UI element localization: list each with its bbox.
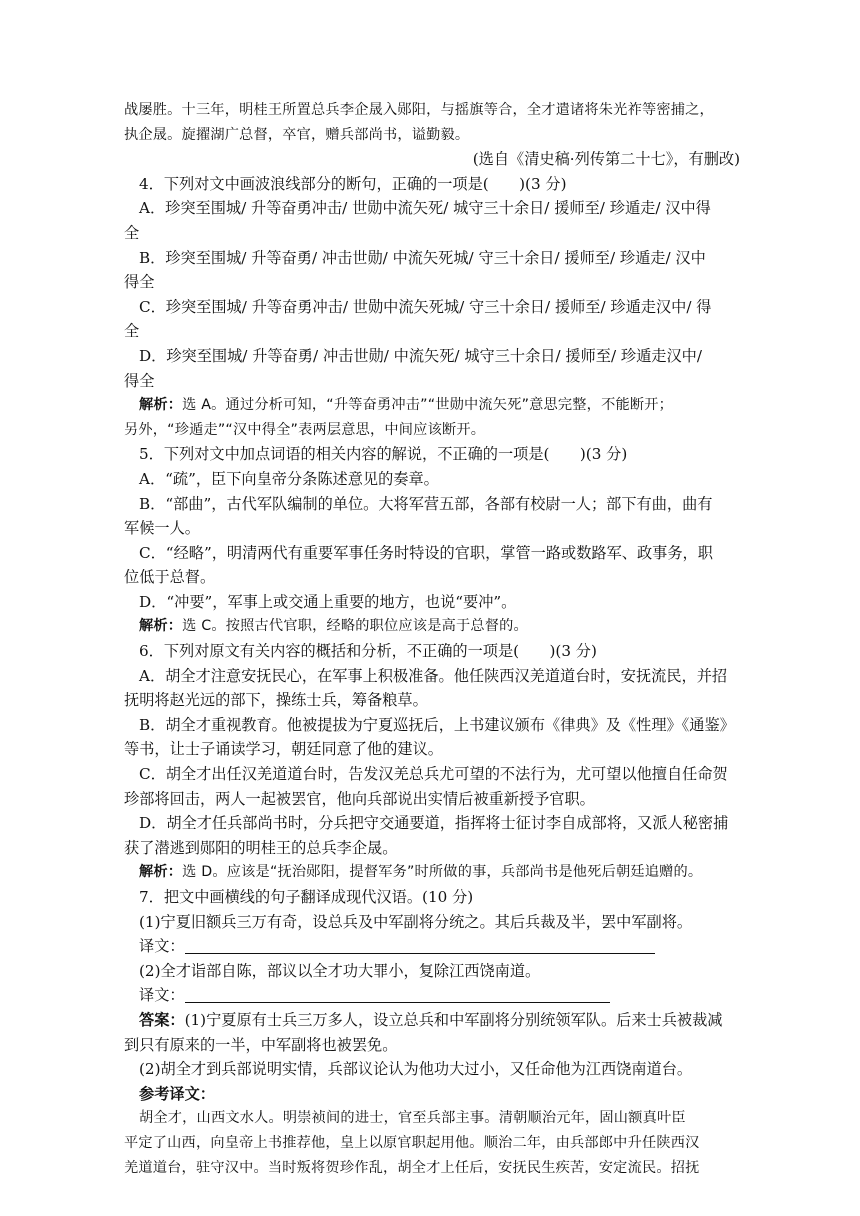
question-6-option-b-cont: 等书，让士子诵读学习，朝廷同意了他的建议。 — [124, 740, 443, 759]
passage-source: (选自《清史稿·列传第二十七》，有删改) — [472, 150, 740, 169]
question-7-answer-2: (2)胡全才到兵部说明实情，兵部议论认为他功大过小，又任命他为江西饶南道台。 — [139, 1060, 693, 1079]
question-6-option-a-cont: 抚明将赵光远的部下，操练士兵，筹备粮草。 — [124, 691, 428, 710]
question-7-stem: 7．把文中画横线的句子翻译成现代汉语。(10 分) — [139, 888, 474, 906]
reference-translation-heading: 参考译文： — [139, 1084, 215, 1103]
question-7-answer-cont: 到只有原来的一半，中军副将也被罢免。 — [124, 1035, 398, 1054]
question-6-stem: 6．下列对原文有关内容的概括和分析，不正确的一项是( )(3 分) — [139, 642, 597, 661]
question-5-option-a: A．“疏”，臣下向皇帝分条陈述意见的奏章。 — [139, 469, 439, 488]
reference-translation-line: 平定了山西，向皇帝上书推荐他，皇上以原官职起用他。顺治二年，由兵部郎中升任陕西汉 — [124, 1134, 700, 1151]
question-5-analysis — [124, 614, 740, 639]
question-7-answer-line-1 — [124, 934, 740, 959]
question-4-option-a: A．珍突至围城/ 升等奋勇冲击/ 世勋中流矢死/ 城守三十余日/ 援师至/ 珍遁走/ 汉中得 — [139, 199, 711, 218]
question-6-analysis — [124, 860, 740, 885]
analysis-text: 选 A。通过分析可知，“升等奋勇冲击”“世勋中流矢死”意思完整，不能断开； — [182, 397, 674, 414]
question-6-option-d-cont: 获了潜逃到郧阳的明桂王的总兵李企晟。 — [124, 838, 398, 857]
answer-blank[interactable] — [185, 937, 655, 954]
analysis-label: 解析： — [139, 864, 183, 881]
question-6-option-c: C．胡全才出任汉羌道道台时，告发汉羌总兵尤可望的不法行为，尤可望以他擅自任命贺 — [139, 765, 728, 784]
question-5-option-b-cont: 军候一人。 — [124, 519, 200, 538]
answer-label: 答案： — [139, 1010, 185, 1029]
passage-line: 战屡胜。十三年，明桂王所置总兵李企晟入郧阳，与摇旗等合，全才遣诸将朱光祚等密捕之， — [124, 102, 714, 118]
question-6-option-d: D．胡全才任兵部尚书时，分兵把守交通要道，指挥将士征讨李自成部将，又派人秘密捕 — [139, 814, 729, 833]
question-4-option-b: B．珍突至围城/ 升等奋勇/ 冲击世勋/ 中流矢死城/ 守三十余日/ 援师至/ 珍遁走/ 汉中 — [139, 248, 706, 267]
analysis-label: 解析： — [139, 618, 183, 635]
question-5-stem: 5．下列对文中加点词语的相关内容的解说，不正确的一项是( )(3 分) — [139, 445, 628, 464]
answer-blank[interactable] — [185, 986, 610, 1003]
question-4-analysis-cont: 另外，“珍遁走”“汉中得全”表两层意思，中间应该断开。 — [124, 421, 486, 438]
question-4-option-c: C．珍突至围城/ 升等奋勇冲击/ 世勋中流矢死城/ 守三十余日/ 援师至/ 珍遁走汉中/ 得 — [139, 297, 712, 316]
question-5-option-d: D．“冲要”，军事上或交通上重要的地方，也说“要冲”。 — [139, 592, 517, 611]
question-7-sentence-1: (1)宁夏旧额兵三万有奇，设总兵及中军副将分统之。其后兵裁及半，罢中军副将。 — [139, 912, 693, 931]
reference-translation-line: 胡全才，山西文水人。明崇祯间的进士，官至兵部主事。清朝顺治元年，固山额真叶臣 — [139, 1110, 686, 1127]
question-4-option-d: D．珍突至围城/ 升等奋勇/ 冲击世勋/ 中流矢死/ 城守三十余日/ 援师至/ 珍遁走汉中/ — [139, 346, 702, 365]
question-4-option-c-cont: 全 — [124, 322, 140, 341]
question-5-option-b: B．“部曲”，古代军队编制的单位。大将军营五部，各部有校尉一人；部下有曲，曲有 — [139, 494, 713, 513]
question-6-option-b: B．胡全才重视教育。他被提拔为宁夏巡抚后，上书建议颁布《律典》及《性理》《通鉴》 — [139, 715, 735, 734]
analysis-text: 选 C。按照古代官职，经略的职位应该是高于总督的。 — [182, 618, 528, 635]
question-4-analysis — [124, 393, 740, 418]
question-4-stem: 4．下列对文中画波浪线部分的断句，正确的一项是( )(3 分) — [139, 174, 567, 193]
answer-text: (1)宁夏原有士兵三万多人，设立总兵和中军副将分别统领军队。后来士兵被裁减 — [184, 1010, 723, 1029]
reference-translation-line: 羌道道台，驻守汉中。当时叛将贺珍作乱，胡全才上任后，安抚民生疾苦，安定流民。招抚 — [124, 1159, 700, 1176]
question-5-option-c: C．“经略”，明清两代有重要军事任务时特设的官职，掌管一路或数路军、政事务，职 — [139, 543, 713, 562]
question-7-answer — [124, 1008, 740, 1033]
question-7-answer-line-2 — [124, 983, 740, 1008]
question-5-option-c-cont: 位低于总督。 — [124, 568, 216, 587]
document-page — [124, 98, 740, 1180]
analysis-label: 解析： — [139, 397, 183, 414]
passage-line: 执企晟。旋擢湖广总督，卒官，赠兵部尚书，谥勤毅。 — [124, 126, 470, 143]
question-4-option-b-cont: 得全 — [124, 273, 155, 292]
question-7-sentence-2: (2)全才诣部自陈，部议以全才功大罪小，复除江西饶南道。 — [139, 961, 541, 980]
question-4-option-d-cont: 得全 — [124, 371, 155, 390]
analysis-text: 选 D。应该是“抚治郧阳，提督军务”时所做的事，兵部尚书是他死后朝廷追赠的。 — [182, 864, 703, 881]
translation-label: 译文： — [139, 937, 185, 956]
question-6-option-c-cont: 珍部将回击，两人一起被罢官，他向兵部说出实情后被重新授予官职。 — [124, 789, 595, 808]
question-4-option-a-cont: 全 — [124, 223, 140, 242]
question-6-option-a: A．胡全才注意安抚民心，在军事上积极准备。他任陕西汉羌道道台时，安抚流民，并招 — [139, 666, 728, 685]
translation-label: 译文： — [139, 986, 185, 1005]
